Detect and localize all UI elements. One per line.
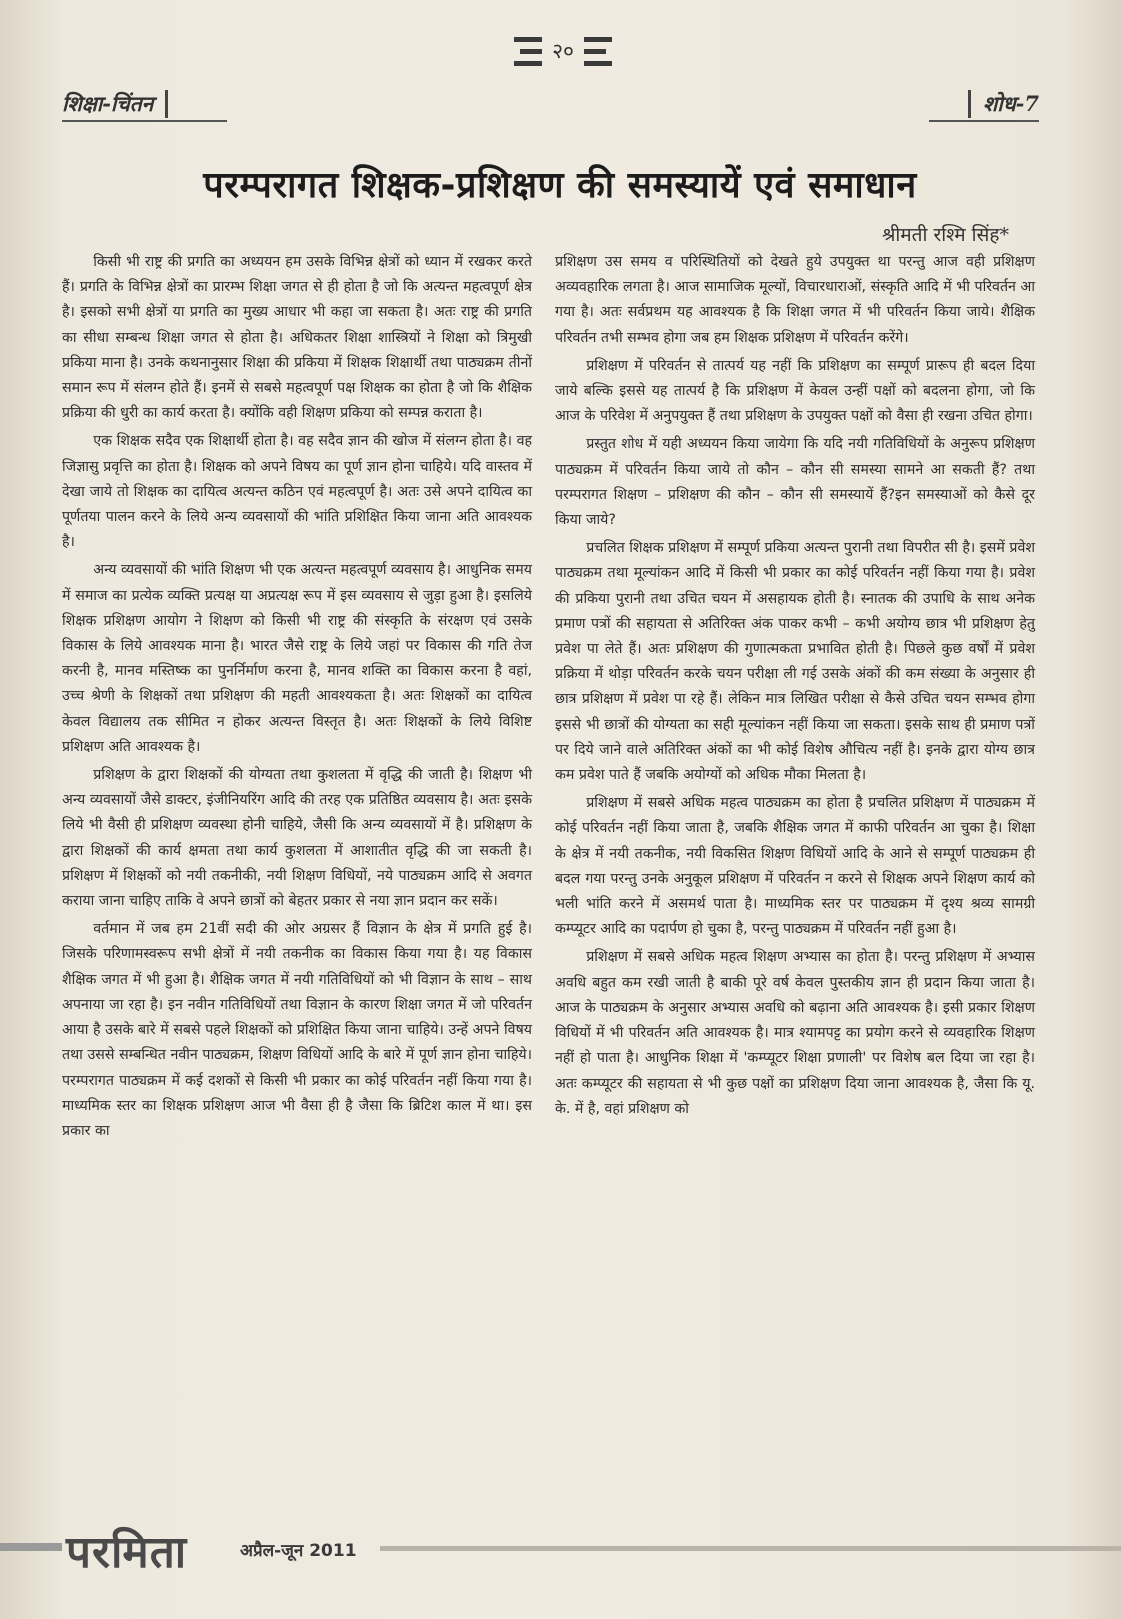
ornament-bars-left bbox=[508, 37, 542, 66]
page-number-ornament bbox=[480, 26, 640, 76]
series-underline bbox=[929, 120, 1039, 122]
text-column-left bbox=[62, 250, 532, 1147]
paragraph: किसी भी राष्ट्र की प्रगति का अध्ययन हम उसके विभिन्न क्षेत्रों को ध्यान में रखकर करते हैं। प्रगति के विभिन्न क्षेत्रों का प्रारम्भ शिक्षा जगत से ही होता है जो कि अत्यन्त महत्वपूर्ण क्षेत्र है। इसको सभी क्षेत्रों या प्रगति का मुख्य आधार भी कहा जा सकता है। अतः राष्ट्र की प्रगति का सीधा सम्बन्ध शिक्षा जगत से होता है। अधिकतर शिक्षा शास्त्रियों ने शिक्षा को त्रिमुखी प्रकिया माना है। उनके कथनानुसार शिक्षा की प्रकिया में शिक्षक शिक्षार्थी तथा पाठ्यक्रम तीनों समान रूप में संलग्न होते हैं। इनमें से सबसे महत्वपूर्ण पक्ष शिक्षक का होता है जो कि शैक्षिक प्रक्रिया की धुरी का कार्य करता है। क्योंकि वही शिक्षण प्रकिया को सम्पन्न कराता है। bbox=[62, 254, 532, 422]
page-number: २० bbox=[552, 39, 574, 63]
series-label: शोध-7 bbox=[968, 90, 1039, 118]
section-underline bbox=[62, 120, 227, 122]
section-label: शिक्षा-चिंतन bbox=[62, 90, 168, 118]
issue-date: अप्रैल-जून 2011 bbox=[240, 1541, 357, 1561]
footer-rule-left bbox=[0, 1543, 62, 1551]
text-column-right bbox=[555, 250, 1035, 1125]
magazine-logo: परमिता bbox=[66, 1527, 188, 1578]
paragraph-continuation: प्रशिक्षण उस समय व परिस्थितियों को देखते हुये उपयुक्त था परन्तु आज वही प्रशिक्षण अव्यवहारिक लगता है। आज सामाजिक मूल्यों, विचारधाराओं, संस्कृति आदि में भी परिवर्तन आ गया है। अतः सर्वप्रथम यह आवश्यक है कि शिक्षा जगत में भी परिवर्तन किया जाये। शैक्षिक परिवर्तन तभी सम्भव होगा जब हम शिक्षक प्रशिक्षण में परिवर्तन करेंगे। bbox=[555, 254, 1035, 346]
paragraph: वर्तमान में जब हम 21वीं सदी की ओर अग्रसर हैं विज्ञान के क्षेत्र में प्रगति हुई है। जिसके परिणामस्वरूप सभी क्षेत्रों में नयी तकनीक का विकास किया गया है। यह विकास शैक्षिक जगत में भी हुआ है। शैक्षिक जगत में नयी गतिविधियों को भी विज्ञान के साथ – साथ अपनाया जा रहा है। इन नवीन गतिविधियों तथा विज्ञान के कारण शिक्षा जगत में जो परिवर्तन आया है उसके बारे में सबसे पहले शिक्षकों को प्रशिक्षित किया जाना चाहिये। उन्हें अपने विषय तथा उससे सम्बन्धित नवीन पाठ्यक्रम, शिक्षण विधियों आदि के बारे में पूर्ण ज्ञान होना चाहिये। परम्परागत पाठ्यक्रम में कई दशकों से किसी भी प्रकार का कोई परिवर्तन नहीं किया गया है। माध्यमिक स्तर का शिक्षक प्रशिक्षण आज भी वैसा ही है जैसा कि ब्रिटिश काल में था। इस प्रकार का bbox=[62, 921, 532, 1139]
paragraph: अन्य व्यवसायों की भांति शिक्षण भी एक अत्यन्त महत्वपूर्ण व्यवसाय है। आधुनिक समय में समाज का प्रत्येक व्यक्ति प्रत्यक्ष या अप्रत्यक्ष रूप में इस व्यवसाय से जुड़ा हुआ है। इसलिये शिक्षक प्रशिक्षण आयोग ने शिक्षण को किसी भी राष्ट्र की संस्कृति के संरक्षण एवं उसके विकास के लिये आवश्यक माना है। भारत जैसे राष्ट्र के लिये जहां पर विकास की गति तेज करनी है, मानव मस्तिष्क का पुनर्निर्माण करना है, मानव शक्ति का विकास करना है वहां, उच्च श्रेणी के शिक्षकों तथा प्रशिक्षण की महती आवश्यकता है। अतः शिक्षकों का दायित्व केवल विद्यालय तक सीमित न होकर अत्यन्त विस्तृत है। अतः शिक्षकों के लिये विशिष्ट प्रशिक्षण अति आवश्यक है। bbox=[62, 562, 532, 755]
paragraph: प्रशिक्षण के द्वारा शिक्षकों की योग्यता तथा कुशलता में वृद्धि की जाती है। शिक्षण भी अन्य व्यवसायों जैसे डाक्टर, इंजीनियरिंग आदि की तरह एक प्रतिष्ठित व्यवसाय है। अतः इसके लिये भी वैसी ही प्रशिक्षण व्यवस्था होनी चाहिये, जैसी कि अन्य व्यवसायों में है। प्रशिक्षण के द्वारा शिक्षकों की कार्य क्षमता तथा कार्य कुशलता में आशातीत वृद्धि की जा सकती है। प्रशिक्षण में शिक्षकों को नयी तकनीकी, नयी शिक्षण विधियों, नये पाठ्यक्रम आदि से अवगत कराया जाना चाहिए ताकि वे अपने छात्रों को बेहतर प्रकार से नया ज्ञान प्रदान कर सकें। bbox=[62, 767, 532, 910]
paragraph: प्रशिक्षण में परिवर्तन से तात्पर्य यह नहीं कि प्रशिक्षण का सम्पूर्ण प्रारूप ही बदल दिया जाये बल्कि इससे यह तात्पर्य है कि प्रशिक्षण में केवल उन्हीं पक्षों को बदलना होगा, जो कि आज के परिवेश में अनुपयुक्त हैं तथा प्रशिक्षण के उपयुक्त पक्षों को वैसा ही रखना उचित होगा। bbox=[555, 357, 1035, 425]
footer-rule-right bbox=[380, 1546, 1121, 1551]
article-title: परम्परागत शिक्षक-प्रशिक्षण की समस्यायें एवं समाधान bbox=[203, 165, 917, 207]
paragraph: प्रचलित शिक्षक प्रशिक्षण में सम्पूर्ण प्रकिया अत्यन्त पुरानी तथा विपरीत सी है। इसमें प्रवेश पाठ्यक्रम तथा मूल्यांकन आदि में किसी भी प्रकार का कोई परिवर्तन नहीं किया गया है। प्रवेश की प्रकिया पुरानी तथा उचित चयन में असहायक होती है। स्नातक की उपाधि के साथ अनेक प्रमाण पत्रों की सहायता से अतिरिक्त अंक पाकर कभी – कभी अयोग्य छात्र भी प्रशिक्षण हेतु प्रवेश पा लेते हैं। अतः प्रशिक्षण की गुणात्मकता प्रभावित होती है। पिछले कुछ वर्षों में प्रवेश प्रक्रिया में थोड़ा परिवर्तन करके चयन परीक्षा ली गई उसके अंकों की कम संख्या के अनुसार ही छात्र प्रशिक्षण में प्रवेश पा रहे हैं। लेकिन मात्र लिखित परीक्षा से कैसे उचित चयन सम्भव होगा इससे भी छात्रों की योग्यता का सही मूल्यांकन नहीं किया जा सकता। इसके साथ ही प्रमाण पत्रों पर दिये जाने वाले अतिरिक्त अंकों का भी कोई विशेष औचित्य नहीं है। इनके द्वारा योग्य छात्र कम प्रवेश पाते हैं जबकि अयोग्यों को अधिक मौका मिलता है। bbox=[555, 540, 1035, 784]
paragraph: प्रशिक्षण में सबसे अधिक महत्व पाठ्यक्रम का होता है प्रचलित प्रशिक्षण में पाठ्यक्रम में कोई परिवर्तन नहीं किया जाता है, जबकि शैक्षिक जगत में काफी परिवर्तन आ चुका है। शिक्षा के क्षेत्र में नयी तकनीक, नयी विकसित शिक्षण विधियों आदि के आने से सम्पूर्ण पाठ्यक्रम ही बदल गया परन्तु उनके अनुकूल प्रशिक्षण में परिवर्तन न करने से शिक्षक अपने शिक्षण कार्य को भली भांति करने में असमर्थ पाता है। माध्यमिक स्तर पर पाठ्यक्रम में दृश्य श्रव्य सामग्री कम्प्यूटर आदि का पदार्पण हो चुका है, परन्तु पाठ्यक्रम में परिवर्तन नहीं हुआ है। bbox=[555, 795, 1035, 938]
ornament-bars-right bbox=[584, 37, 612, 66]
article-author: श्रीमती रश्मि सिंह* bbox=[881, 224, 1009, 246]
paragraph: प्रस्तुत शोध में यही अध्ययन किया जायेगा कि यदि नयी गतिविधियों के अनुरूप प्रशिक्षण पाठ्यक्रम में परिवर्तन किया जाये तो कौन – कौन सी समस्या सामने आ सकती हैं? तथा परम्परागत शिक्षण – प्रशिक्षण की कौन – कौन सी समस्यायें हैं?इन समस्याओं को कैसे दूर किया जाये? bbox=[555, 436, 1035, 529]
paragraph: एक शिक्षक सदैव एक शिक्षार्थी होता है। वह सदैव ज्ञान की खोज में संलग्न होता है। वह जिज्ञासु प्रवृत्ति का होता है। शिक्षक को अपने विषय का पूर्ण ज्ञान होना चाहिये। यदि वास्तव में देखा जाये तो शिक्षक का दायित्व अत्यन्त कठिन एवं महत्वपूर्ण है। अतः उसे अपने दायित्व का पूर्णतया पालन करने के लिये अन्य व्यवसायों की भांति प्रशिक्षित किया जाना अति आवश्यक है। bbox=[62, 433, 532, 551]
paragraph: प्रशिक्षण में सबसे अधिक महत्व शिक्षण अभ्यास का होता है। परन्तु प्रशिक्षण में अभ्यास अवधि बहुत कम रखी जाती है बाकी पूरे वर्ष केवल पुस्तकीय ज्ञान ही प्रदान किया जाता है। आज के पाठ्यक्रम के अनुसार अभ्यास अवधि को बढ़ाना अति आवश्यक है। इसी प्रकार शिक्षण विधियों में भी परिवर्तन अति आवश्यक है। मात्र श्यामपट्ट का प्रयोग करने से व्यवहारिक शिक्षण नहीं हो पाता है। आधुनिक शिक्षा में 'कम्प्यूटर शिक्षा प्रणाली' पर विशेष बल दिया जा रहा है। अतः कम्प्यूटर की सहायता से भी कुछ पक्षों का प्रशिक्षण दिया जाना आवश्यक है, जैसा कि यू. के. में है, वहां प्रशिक्षण को bbox=[555, 949, 1035, 1117]
